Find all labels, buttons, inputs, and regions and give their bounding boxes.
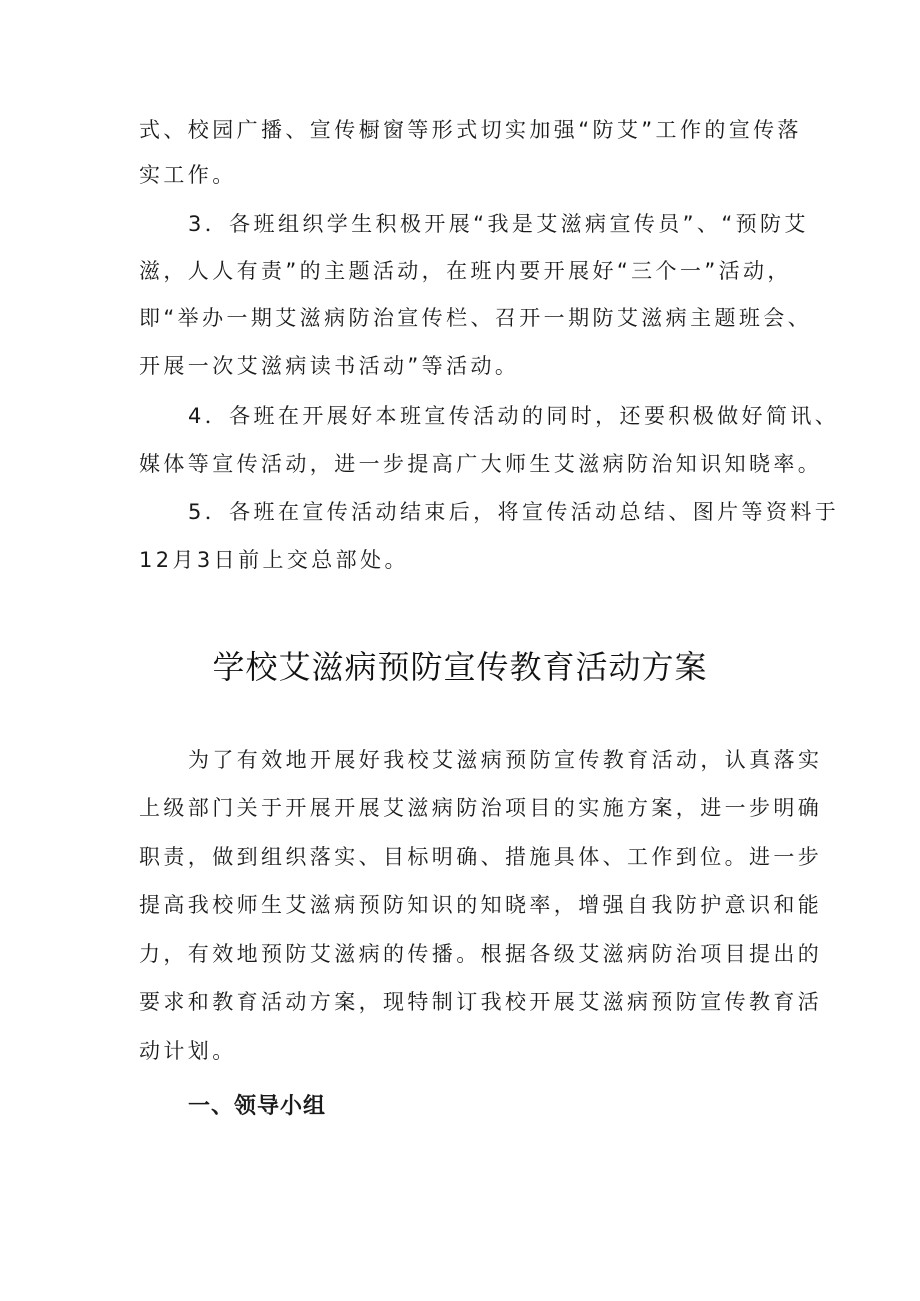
document-title: 学校艾滋病预防宣传教育活动方案 [212,648,708,686]
section-heading: 一、领导小组 [188,1094,327,1119]
intro-line: 为了有效地开展好我校艾滋病预防宣传教育活动，认真落实 [188,748,823,772]
body-line: 媒体等宣传活动，进一步提高广大师生艾滋病防治知识知晓率。 [139,452,823,476]
intro-line: 力，有效地预防艾滋病的传播。根据各级艾滋病防治项目提出的 [139,942,823,966]
body-line: 式、校园广播、宣传橱窗等形式切实加强“防艾”工作的宣传落 [139,118,802,142]
intro-line: 上级部门关于开展开展艾滋病防治项目的实施方案，进一步明确 [139,796,823,820]
list-item-3-line: 3．各班组织学生积极开展“我是艾滋病宣传员”、“预防艾 [188,212,809,236]
list-item-4-line: 4．各班在开展好本班宣传活动的同时，还要积极做好简讯、 [188,404,840,428]
body-line: 即“举办一期艾滋病防治宣传栏、召开一期防艾滋病主题班会、 [139,306,813,330]
body-line: 12月3日前上交总部处。 [139,548,409,572]
intro-line: 要求和教育活动方案，现特制订我校开展艾滋病预防宣传教育活 [139,990,823,1014]
intro-line: 职责，做到组织落实、目标明确、措施具体、工作到位。进一步 [139,845,823,869]
body-line: 实工作。 [139,163,237,187]
intro-line: 提高我校师生艾滋病预防知识的知晓率，增强自我防护意识和能 [139,893,823,917]
body-line: 滋，人人有责”的主题活动，在班内要开展好“三个一”活动， [139,259,792,283]
list-item-5-line: 5．各班在宣传活动结束后，将宣传活动总结、图片等资料于 [188,500,840,524]
intro-line: 动计划。 [139,1039,237,1063]
body-line: 开展一次艾滋病读书活动”等活动。 [139,354,520,378]
